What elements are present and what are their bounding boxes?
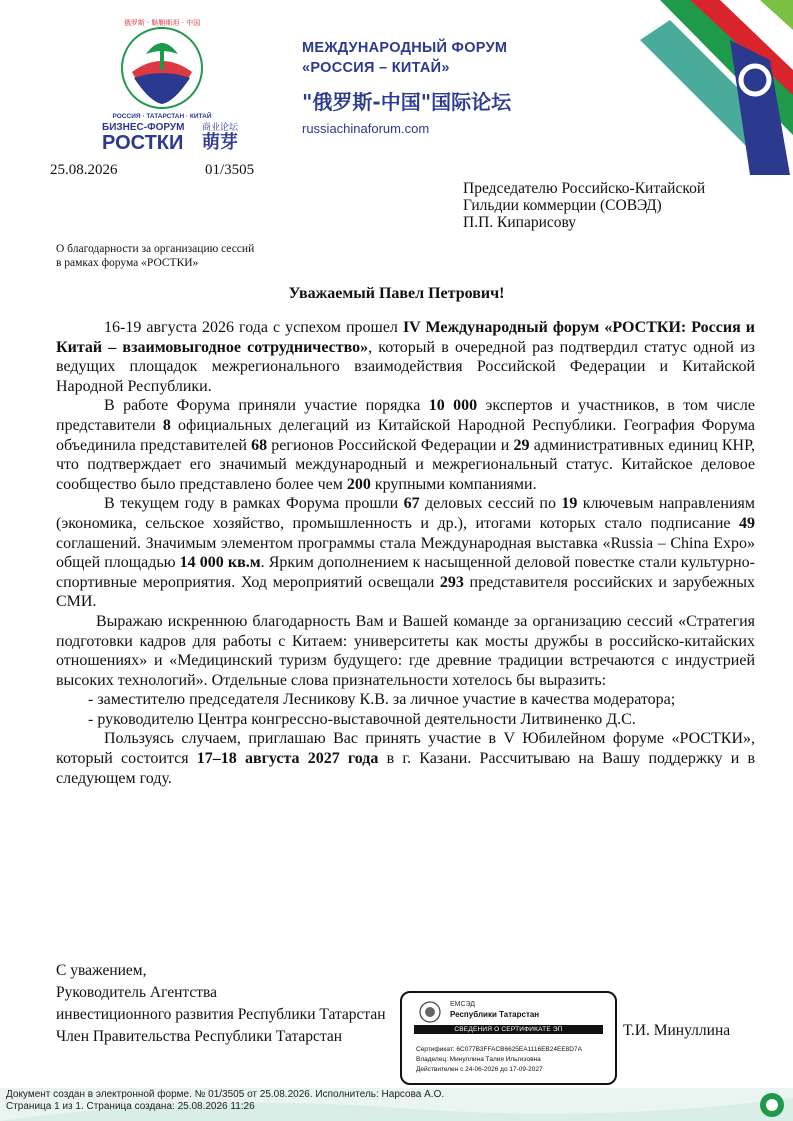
forum-title-line1: МЕЖДУНАРОДНЫЙ ФОРУМ (302, 40, 508, 56)
footer-line: Документ создан в электронной форме. № 01/3505 от 25.08.2026. Исполнитель: Нарсова А.О. (6, 1089, 445, 1100)
closing-block (56, 960, 386, 1048)
stamp-validity: Действителен с 24-06-2026 до 17-09-2027 (416, 1066, 543, 1073)
forum-url: russiachinaforum.com (302, 121, 430, 136)
signature-certificate-stamp (400, 991, 617, 1085)
document-number: 01/3505 (205, 162, 255, 178)
stamp-org: Республики Татарстан (450, 1010, 540, 1019)
subject-line: в рамках форума «РОСТКИ» (56, 257, 199, 269)
stamp-certificate: Сертификат: 6C077B3FFACB6625EA1116EB24EE8D7A (416, 1046, 582, 1053)
tatarstan-emblem-icon (419, 1001, 441, 1023)
letter-body (56, 318, 755, 788)
closing-line: С уважением, (56, 962, 147, 979)
dash-item-1: - заместителю председателя Лесникову К.В. за личное участие в качества модератора; (88, 691, 676, 709)
document-date: 25.08.2026 (50, 162, 118, 178)
paragraph-1: 16-19 августа 2026 года с успехом прошел IV Международный форум «РОСТКИ: Россия и Китай – взаимовыгодное сотрудничество», который в очередной раз подтвердил статус одной из ведущих площадок межрегионального взаимодействия Российской Федерации и Китайской Народной Республики. (56, 319, 756, 395)
subject-line: О благодарности за организацию сессий (56, 243, 255, 255)
closing-line: Руководитель Агентства (56, 984, 218, 1001)
paragraph-4: Выражаю искреннюю благодарность Вам и Вашей команде за организацию сессий «Стратегия подготовки кадров для работы с Китаем: университеты как мосты дружбы в российско-китайских отношениях» и «Медицинский туризм будущего: где древние традиции встречаются с индустрией высоких технологий». Отдельные слова признательности хотелось бы выразить: (56, 612, 755, 689)
forum-rostki-logo (62, 10, 262, 150)
addressee-line: Гильдии коммерции (СОВЭД) (463, 197, 662, 214)
logo-ru-arc: РОССИЯ · ТАТАРСТАН · КИТАЙ (112, 113, 212, 120)
paragraph-3: В текущем году в рамках Форума прошли 67 деловых сессий по 19 ключевым направлениям (экономика, сельское хозяйство, промышленность и др.), итогами которых стало подписание 49 соглашений. Значимым элементом программы стала Международная выставка «Russia – China Expo» общей площадью 14 000 кв.м. Ярким дополнением к насыщенной деловой повестке стали культурно-спортивные мероприятия. Ход мероприятий освещали 293 представителя российских и зарубежных СМИ. (56, 495, 756, 611)
subject-block (56, 242, 254, 270)
forum-title-line2: «РОССИЯ – КИТАЙ» (302, 60, 450, 76)
logo-rostki-cn: 萌芽 (202, 132, 238, 150)
document-footer (6, 1089, 444, 1113)
paragraph-2: В работе Форума приняли участие порядка 10 000 экспертов и участников, в том числе представители 8 официальных делегаций из Китайской Народной Республики. География Форума объединила представителей 68 регионов Российской Федерации и 29 административных единиц КНР, что подтверждает его значимый международный и межрегиональный статус. Китайское деловое сообщество было представлено более чем 200 крупными компаниями. (56, 397, 756, 493)
paragraph-5: Пользуясь случаем, приглашаю Вас принять участие в V Юбилейном форуме «РОСТКИ», который состоится 17–18 августа 2027 года в г. Казани. Рассчитываю на Вашу поддержку и в следующем году. (56, 730, 756, 787)
stamp-system: ЕМСЭД (450, 1001, 476, 1008)
dash-item-2: - руководителю Центра конгрессно-выставочной деятельности Литвиненко Д.С. (88, 710, 636, 728)
footer-line: Страница 1 из 1. Страница создана: 25.08.2026 11:26 (6, 1101, 255, 1112)
logo-business-forum: БИЗНЕС-ФОРУМ (102, 122, 185, 133)
forum-title-cn: "俄罗斯-中国"国际论坛 (302, 90, 512, 114)
forum-title (302, 38, 507, 78)
signer-name: Т.И. Минуллина (623, 1022, 731, 1039)
logo-cn-top: 俄罗斯 · 鞑靼斯坦 · 中国 (123, 19, 201, 27)
addressee-block (463, 180, 705, 231)
addressee-line: П.П. Кипарисову (463, 214, 577, 231)
closing-line: инвестиционного развития Республики Татарстан (56, 1006, 386, 1023)
header-decoration (630, 0, 793, 175)
logo-business-forum-cn: 商业论坛 (202, 123, 239, 133)
logo-rostki: РОСТКИ (102, 132, 184, 150)
greeting: Уважаемый Павел Петрович! (288, 285, 505, 302)
stamp-owner: Владелец: Минуллина Талия Ильгизовна (416, 1056, 541, 1063)
closing-line: Член Правительства Республики Татарстан (56, 1028, 343, 1045)
addressee-line: Председателю Российско-Китайской (463, 180, 706, 197)
stamp-header-bar: СВЕДЕНИЯ О СЕРТИФИКАТЕ ЭП (414, 1025, 603, 1034)
